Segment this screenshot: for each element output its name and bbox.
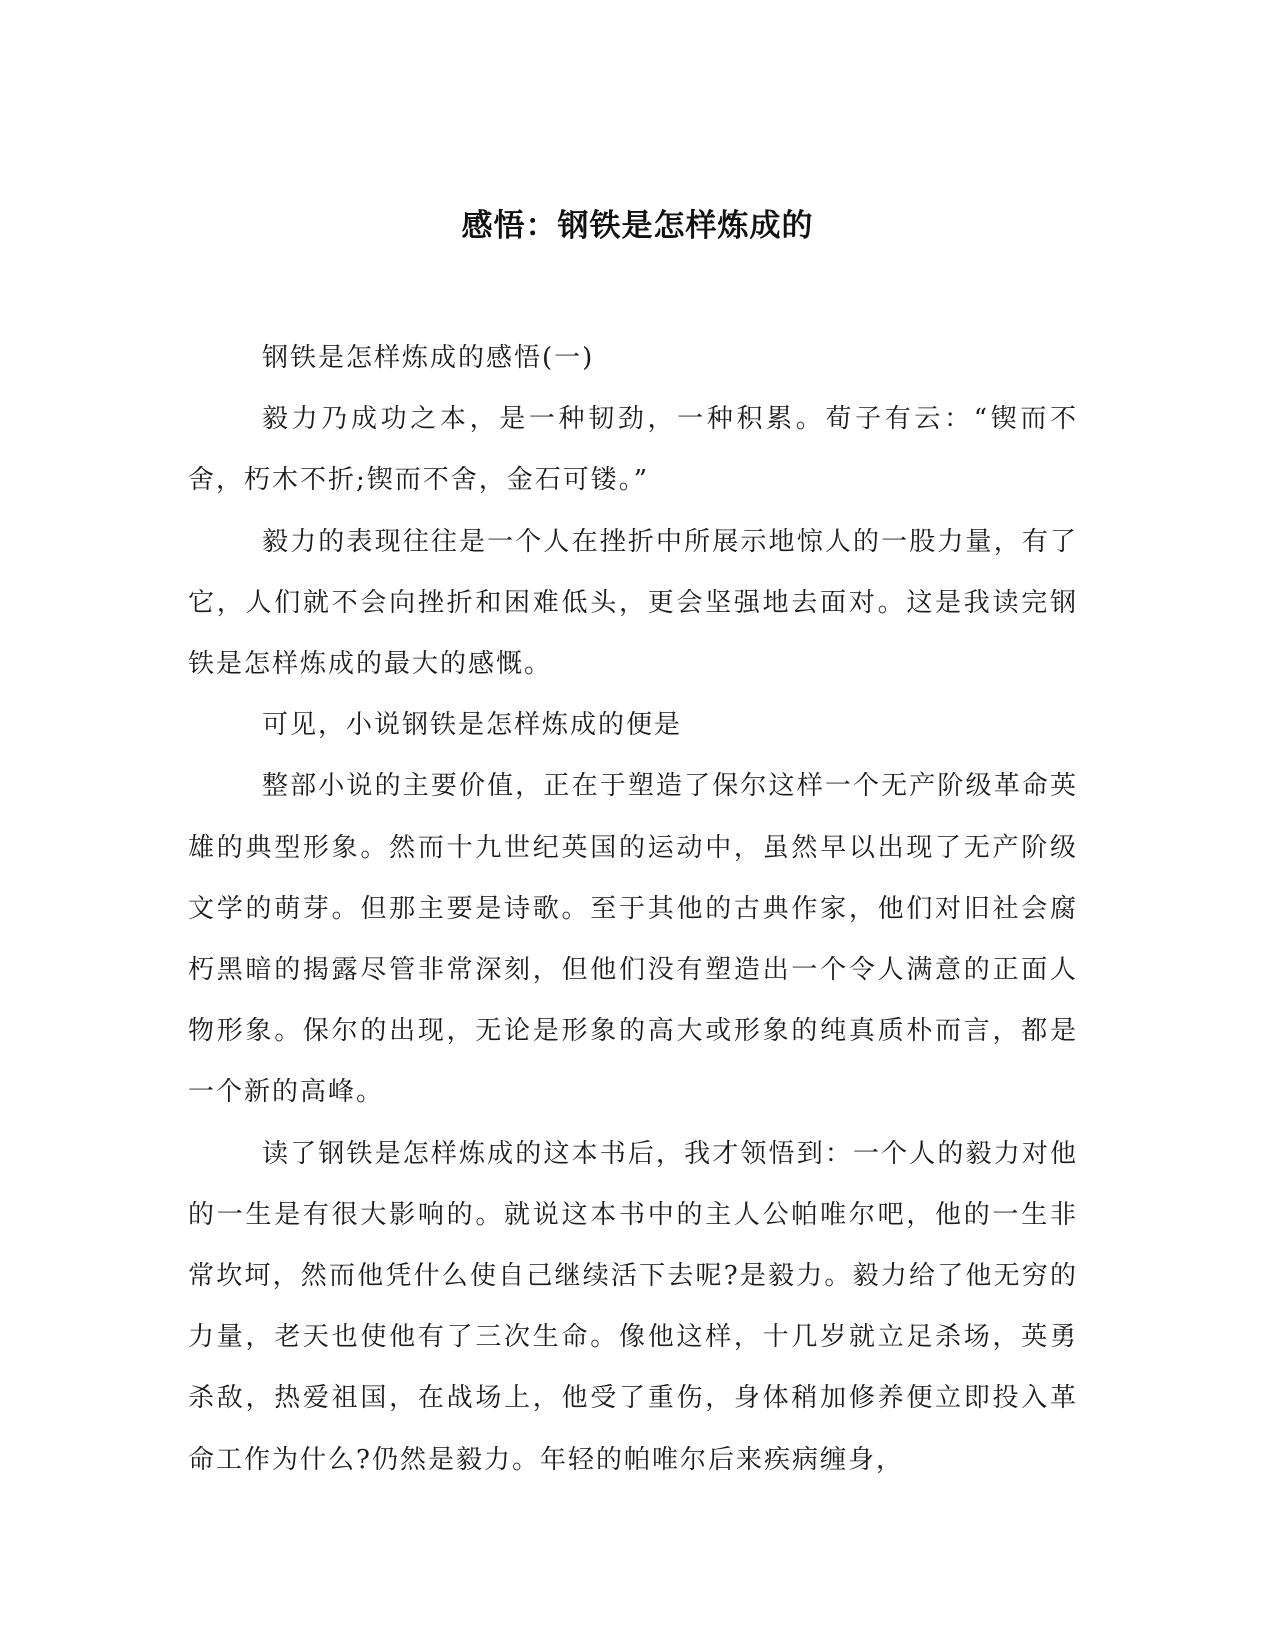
paragraph: 可见，小说钢铁是怎样炼成的便是: [262, 710, 683, 741]
paragraph: 毅力的表现往往是一个人在挫折中所展示地惊人的一股力量，有了它，人们就不会向挫折和困难低头，更会坚强地去面对。这是我读完钢铁是怎样炼成的最大的感慨。: [188, 526, 1078, 680]
paragraph-subtitle: 钢铁是怎样炼成的感悟(一): [262, 343, 595, 373]
document-body: [188, 328, 1078, 1491]
paragraph: 读了钢铁是怎样炼成的这本书后，我才领悟到：一个人的毅力对他的一生是有很大影响的。就说这本书中的主人公帕唯尔吧，他的一生非常坎坷，然而他凭什么使自己继续活下去呢?是毅力。毅力给了他无穷的力量，老天也使他有了三次生命。像他这样，十几岁就立足杀场，英勇杀敌，热爱祖国，在战场上，他受了重伤，身体稍加修养便立即投入革命工作为什么?仍然是毅力。年轻的帕唯尔后来疾病缠身，: [188, 1138, 1078, 1475]
document-title: 感悟：钢铁是怎样炼成的: [461, 208, 814, 244]
paragraph: 整部小说的主要价值，正在于塑造了保尔这样一个无产阶级革命英雄的典型形象。然而十九世纪英国的运动中，虽然早以出现了无产阶级文学的萌芽。但那主要是诗歌。至于其他的古典作家，他们对旧社会腐朽黑暗的揭露尽管非常深刻，但他们没有塑造出一个令人满意的正面人物形象。保尔的出现，无论是形象的高大或形象的纯真质朴而言，都是一个新的高峰。: [188, 771, 1078, 1108]
paragraph: 毅力乃成功之本，是一种韧劲，一种积累。荀子有云：“锲而不舍，朽木不折;锲而不舍，金石可镂。”: [188, 404, 1078, 496]
